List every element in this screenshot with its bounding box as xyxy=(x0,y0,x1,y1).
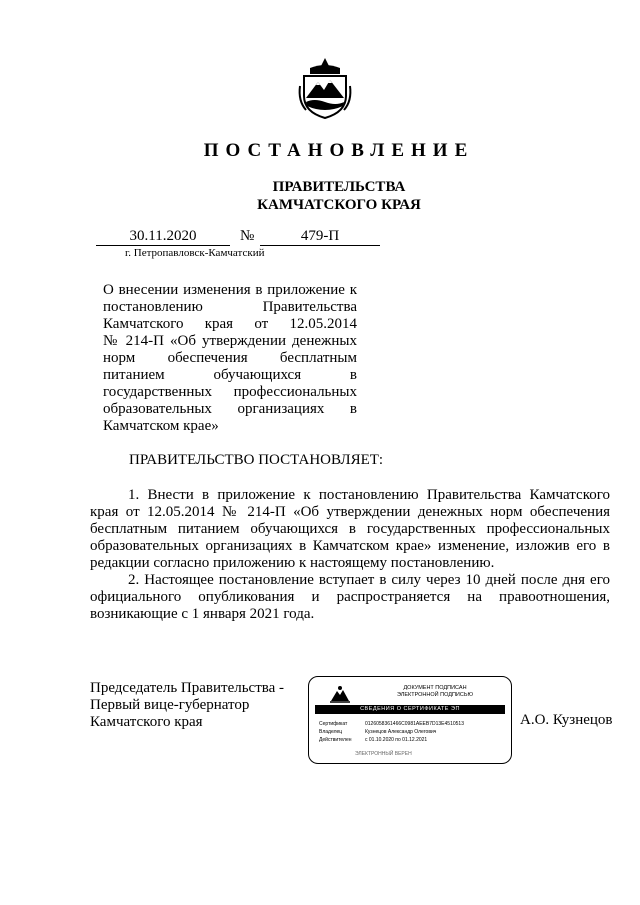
subject-line: норм обеспечения бесплатным xyxy=(103,350,357,366)
document-subject xyxy=(103,282,357,435)
stamp-emblem-icon xyxy=(329,685,351,703)
subject-line: питанием обучающихся в xyxy=(103,367,357,383)
subject-line: Камчатском крае» xyxy=(103,418,219,434)
issuer-line-2: КАМЧАТСКОГО КРАЯ xyxy=(257,197,421,213)
stamp-cert-row xyxy=(319,721,464,727)
stamp-header-line: ДОКУМЕНТ ПОДПИСАН xyxy=(403,685,467,691)
subject-line: Камчатского края от 12.05.2014 xyxy=(103,316,357,332)
stamp-valid-row xyxy=(319,737,427,743)
paragraph-2: 2. Настоящее постановление вступает в силу через 10 дней после дня его официального опубликования и распространяется на правоотношения, возникающие с 1 января 2021 года. xyxy=(90,572,610,622)
decree-heading: ПРАВИТЕЛЬСТВО ПОСТАНОВЛЯЕТ: xyxy=(129,452,384,468)
stamp-owner-label: Владелец xyxy=(319,729,343,735)
stamp-footer: ЭЛЕКТРОННЫЙ ВЕРЕН xyxy=(355,751,412,757)
paragraph-1: 1. Внести в приложение к постановлению Правительства Камчатского края от 12.05.2014 № 214-П «Об утверждении денежных норм обеспечения бесплатным питанием обучающихся в государственных профессиональных образовательных организациях в Камчатском крае» изменение, изложив его в редакции согласно приложению к настоящему постановлению. xyxy=(90,487,610,571)
number-sign: № xyxy=(240,228,255,244)
issuer-line-1: ПРАВИТЕЛЬСТВА xyxy=(272,179,406,195)
subject-line: государственных профессиональных xyxy=(103,384,357,400)
stamp-valid-label: Действителен xyxy=(319,737,352,743)
stamp-owner-value: Кузнецов Александр Олегович xyxy=(365,729,437,735)
signatory-title-line: Первый вице-губернатор xyxy=(90,697,250,713)
subject-line: № 214-П «Об утверждении денежных xyxy=(103,333,357,349)
stamp-cert-value: 0126058361466C0981AEEB7D13E4510513 xyxy=(365,721,464,727)
signatory-title-line: Камчатского края xyxy=(90,714,203,730)
document-date: 30.11.2020 xyxy=(96,228,230,246)
stamp-cert-label: Сертификат xyxy=(319,721,348,727)
coat-of-arms-icon xyxy=(296,56,354,120)
document-number: 479-П xyxy=(260,228,380,246)
stamp-certificate-bar: СВЕДЕНИЯ О СЕРТИФИКАТЕ ЭП xyxy=(315,705,505,714)
signatory-name: А.О. Кузнецов xyxy=(520,712,613,728)
stamp-owner-row xyxy=(319,729,436,735)
document-body xyxy=(90,487,610,623)
subject-line: постановлению Правительства xyxy=(103,299,357,315)
stamp-valid-value: с 01.10.2020 по 01.12.2021 xyxy=(365,737,428,743)
issue-city: г. Петропавловск-Камчатский xyxy=(125,247,265,259)
signatory-title xyxy=(90,680,300,731)
signatory-title-line: Председатель Правительства - xyxy=(90,680,285,696)
stamp-header xyxy=(365,685,505,699)
subject-line: образовательных организациях в xyxy=(103,401,357,417)
stamp-header-line: ЭЛЕКТРОННОЙ ПОДПИСЬЮ xyxy=(396,692,474,698)
electronic-signature-stamp xyxy=(308,676,512,764)
document-type-title: ПОСТАНОВЛЕНИЕ xyxy=(203,140,475,161)
subject-line: О внесении изменения в приложение к xyxy=(103,282,357,298)
registration-row xyxy=(96,228,380,246)
issuer-name xyxy=(0,178,640,214)
